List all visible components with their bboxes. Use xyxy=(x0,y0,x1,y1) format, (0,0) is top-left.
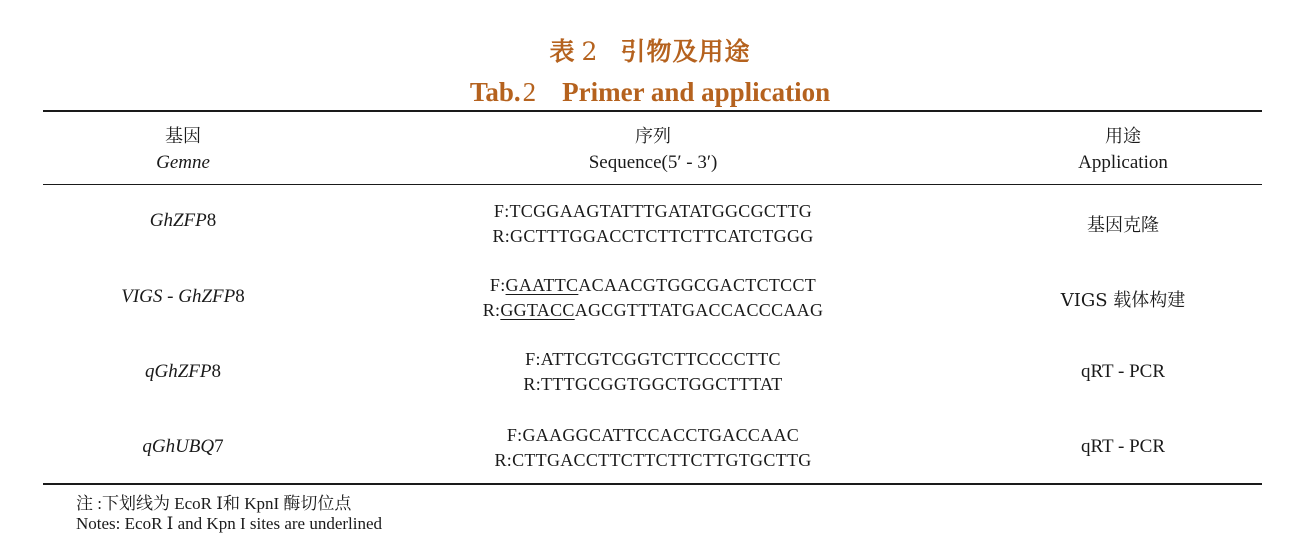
row-1-reverse-primer xyxy=(353,224,953,249)
row-2-gene-name: VIGS - GhZFP xyxy=(121,286,236,307)
title-en-number: 2 xyxy=(522,77,537,107)
header-gene-en: Gemne xyxy=(156,152,210,173)
table-title-chinese xyxy=(0,32,1300,68)
row-3-forward-prefix: F: xyxy=(525,349,541,369)
row-1-forward-prefix: F: xyxy=(493,201,510,221)
row-2-forward-prefix: F: xyxy=(489,275,506,295)
row-3-reverse-primer xyxy=(353,372,953,397)
row-3-forward-primer xyxy=(353,347,953,372)
row-3-gene-name: qGhZFP xyxy=(145,361,212,382)
title-en-label: Tab. xyxy=(469,77,521,107)
title-en-text: Primer and application xyxy=(562,77,831,107)
row-3-sequence xyxy=(353,347,953,397)
row-1-reverse-prefix: R: xyxy=(492,226,511,246)
row-4-sequence xyxy=(353,423,953,473)
title-cn-number: 2 xyxy=(581,37,599,66)
header-application xyxy=(983,124,1263,176)
row-4-reverse-primer xyxy=(353,448,953,473)
note-english: Notes: EcoR Ⅰ and Kpn I sites are underlined xyxy=(76,514,383,533)
row-3-gene xyxy=(43,361,323,383)
title-cn-text: 引物及用途 xyxy=(620,37,751,66)
table-title-english xyxy=(0,77,1300,108)
header-gene-cn: 基因 xyxy=(165,126,201,147)
row-1-gene-suffix: 8 xyxy=(206,210,217,231)
row-2-reverse-site: GGTACC xyxy=(500,300,575,320)
row-2-forward-primer xyxy=(353,273,953,298)
row-4-gene xyxy=(43,436,323,458)
row-2-reverse-prefix: R: xyxy=(482,300,501,320)
row-2-application xyxy=(983,286,1263,312)
header-application-cn: 用途 xyxy=(1105,126,1141,147)
row-3-reverse-rest: TTTGCGGTGGCTGGCTTTAT xyxy=(541,374,783,394)
row-4-reverse-rest: CTTGACCTTCTTCTTCTTGTGCTTG xyxy=(512,450,812,470)
row-2-reverse-primer xyxy=(353,298,953,323)
header-sequence-en: Sequence(5′ - 3′) xyxy=(588,152,718,173)
row-2-gene-suffix: 8 xyxy=(235,286,245,307)
header-sequence-cn: 序列 xyxy=(635,126,671,147)
row-2-reverse-rest: AGCGTTTATGACCACCCAAG xyxy=(574,300,824,320)
row-3-gene-suffix: 8 xyxy=(211,361,221,382)
header-gene xyxy=(43,124,323,176)
row-4-gene-name: qGhUBQ xyxy=(142,436,215,457)
row-1-forward-rest: TCGGAAGTATTTGATATGGCGCTTG xyxy=(509,201,813,221)
row-2-forward-rest: ACAACGTGGCGACTCTCCT xyxy=(578,275,817,295)
row-2-gene xyxy=(43,286,323,308)
row-2-application-text: VIGS 载体构建 xyxy=(1060,290,1186,311)
row-4-application xyxy=(983,436,1263,458)
row-2-forward-site: GAATTC xyxy=(505,275,579,295)
row-3-forward-rest: ATTCGTCGGTCTTCCCCTTC xyxy=(540,349,781,369)
row-1-application-text: 基因克隆 xyxy=(1087,215,1159,236)
table-bottom-rule xyxy=(43,483,1262,485)
header-application-en: Application xyxy=(1078,152,1168,173)
row-4-application-text: qRT - PCR xyxy=(1080,436,1166,457)
row-1-gene xyxy=(43,210,323,232)
note-chinese: 注 :下划线为 EcoR Ⅰ和 KpnI 酶切位点 xyxy=(76,494,352,513)
row-1-reverse-rest: GCTTTGGACCTCTTCTTCATCTGGG xyxy=(510,226,814,246)
title-cn-label: 表 xyxy=(549,37,576,66)
table-top-rule xyxy=(43,110,1262,112)
row-1-application xyxy=(983,211,1263,237)
row-4-forward-rest: GAAGGCATTCCACCTGACCAAC xyxy=(522,425,800,445)
header-sequence xyxy=(353,124,953,176)
row-4-forward-prefix: F: xyxy=(506,425,523,445)
row-3-application xyxy=(983,361,1263,383)
row-3-reverse-prefix: R: xyxy=(523,374,542,394)
row-1-sequence xyxy=(353,199,953,249)
row-2-sequence xyxy=(353,273,953,323)
row-1-gene-name: GhZFP xyxy=(149,210,207,231)
row-3-application-text: qRT - PCR xyxy=(1080,361,1166,382)
row-4-gene-suffix: 7 xyxy=(214,436,224,457)
table-header-rule xyxy=(43,184,1262,185)
row-4-reverse-prefix: R: xyxy=(494,450,513,470)
row-1-forward-primer xyxy=(353,199,953,224)
row-4-forward-primer xyxy=(353,423,953,448)
